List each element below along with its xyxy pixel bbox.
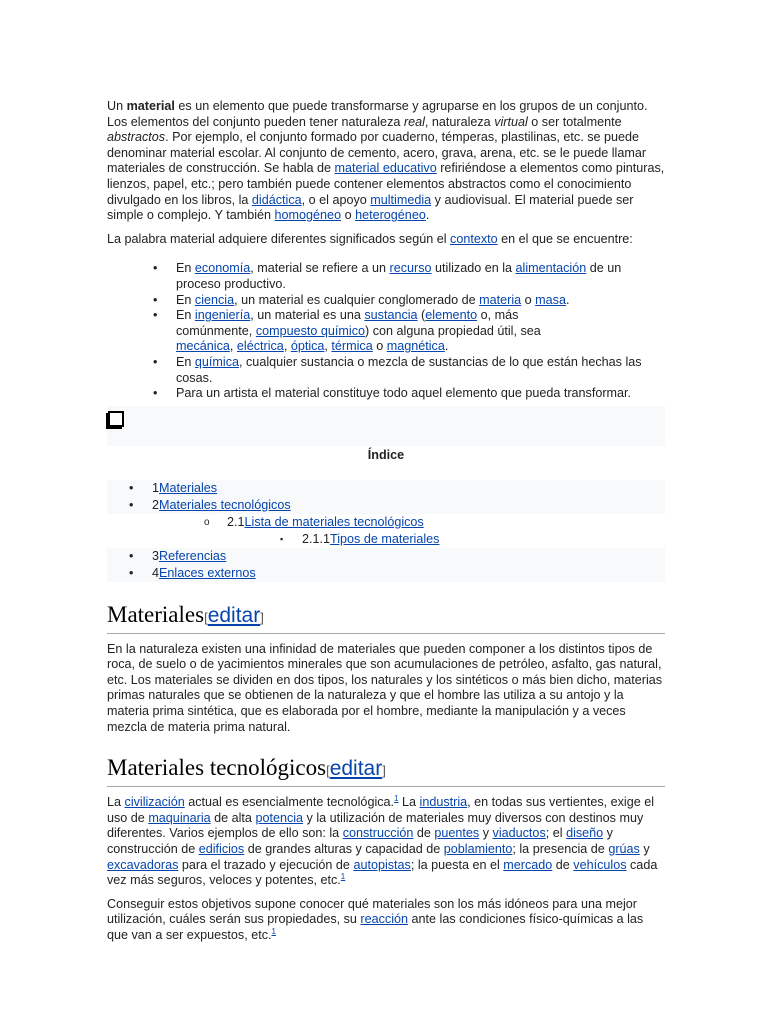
toc-title: Índice [107,446,665,480]
link-ingenieria[interactable]: ingeniería [194,308,251,323]
link-magnetica[interactable]: magnética [386,339,445,354]
section-paragraph: Conseguir estos objetivos supone conocer qué materiales son los más idóneos para una mejor utilización, cuáles serán sus propiedades, su reacción ante las condiciones físico-químicas a las que van a ser expuestos, etc.$^1$ [107,896,644,942]
toc-item: • 1Materiales [107,480,665,497]
link-puentes[interactable]: puentes [434,826,480,841]
list-item: • En química, cualquier sustancia o mezcla de sustancias de lo que están hechas las cosas. [107,355,665,386]
link-optica[interactable]: óptica [290,339,325,354]
link-mercado[interactable]: mercado [503,857,553,872]
toc-link-enlaces-externos[interactable]: Enlaces externos [159,565,256,580]
link-potencia[interactable]: potencia [255,810,304,825]
link-material-educativo[interactable]: material educativo [334,161,437,176]
link-viaductos[interactable]: viaductos [492,826,546,841]
edit-link[interactable]: editar [207,603,261,627]
edit-link[interactable]: editar [329,757,383,781]
toc-link-referencias[interactable]: Referencias [159,548,227,563]
link-edificios[interactable]: edificios [198,842,245,857]
link-reaccion[interactable]: reacción [360,912,409,927]
reference-link[interactable]: 1 [340,872,346,882]
reference-link[interactable]: 1 [271,926,276,936]
link-vehiculos[interactable]: vehículos [573,857,627,872]
toc-link-lista-materiales[interactable]: Lista de materiales tecnológicos [244,514,424,529]
toc-toggle-bar [107,406,665,446]
toc-item: ▪ 2.1.1Tipos de materiales [107,531,665,548]
toc-link-tipos-materiales[interactable]: Tipos de materiales [330,531,440,546]
toc-item: • 3Referencias [107,548,665,565]
link-autopistas[interactable]: autopistas [353,857,411,872]
link-masa[interactable]: masa [535,292,566,307]
article-body [107,99,665,952]
intro-paragraph: Un material es un elemento que puede transformarse y agruparse en los grupos de un conjunto. Los elementos del conjunto pueden tener naturaleza real, naturaleza virtual o ser totalmente abstractos. Por ejemplo, el conjunto formado por cuaderno, témperas, plastilinas, etc. se puede denominar material escolar. Al conjunto de cemento, acero, grava, arena, etc. se le puede llamar materiales de construcción. Se habla de material educativo refiriéndose a elementos como pinturas, lienzos, papel, etc.; pero también puede contener elementos abstractos como el conocimiento divulgado en los libros, la didáctica, o el apoyo multimedia y audiovisual. El material puede ser simple o complejo. Y también homogéneo o heterogéneo. [107,99,665,223]
list-item: • Para un artista el material constituye todo aquel elemento que pueda transformar. [107,386,665,402]
link-didactica[interactable]: didáctica [251,192,302,207]
link-materia[interactable]: materia [479,292,522,307]
link-civilizacion[interactable]: civilización [124,795,185,810]
section-heading-materiales: Materiales[editar] [107,602,665,634]
toc-toggle-checkbox[interactable] [108,411,124,427]
link-economia[interactable]: economía [194,261,251,276]
link-elemento[interactable]: elemento [425,308,478,323]
toc-list [107,480,665,582]
link-contexto[interactable]: contexto [450,231,498,246]
link-industria[interactable]: industria [419,795,468,810]
link-multimedia[interactable]: multimedia [370,192,432,207]
section-paragraph: En la naturaleza existen una infinidad de materiales que pueden componer a los distintos tipos de roca, de suelo o de yacimientos minerales que son acumulaciones de petróleo, asfalto, gas natural, etc. Los materiales se dividen en dos tipos, los naturales y los sintéticos o más bien dicho, materias primas naturales que se obtienen de la naturaleza y que el hombre las utiliza a su antojo y la materia prima sintética, que es elaborada por el hombre, mediante la manipulación y a veces mezcla de materia prima natural. [107,641,663,734]
link-termica[interactable]: térmica [331,339,373,354]
link-compuesto-quimico[interactable]: compuesto químico [255,323,366,338]
link-diseno[interactable]: diseño [566,826,604,841]
link-poblamiento[interactable]: poblamiento [443,842,513,857]
toc-item: • 2Materiales tecnológicos [107,497,665,514]
list-item: • En ingeniería, un material es una sustancia (elemento o, más comúnmente, compuesto químico) con alguna propiedad útil, sea mecánica, eléctrica, óptica, térmica o magnética. [107,308,665,355]
link-construccion[interactable]: construcción [342,826,414,841]
list-item: • En ciencia, un material es cualquier conglomerado de materia o masa. [107,293,665,309]
meanings-list [107,261,665,401]
link-quimica[interactable]: química [194,354,240,369]
toc-link-materiales[interactable]: Materiales [159,480,218,495]
link-mecanica[interactable]: mecánica [176,339,230,354]
reference-link[interactable]: 1 [394,794,399,804]
toc-link-materiales-tecnologicos[interactable]: Materiales tecnológicos [159,497,291,512]
link-excavadoras[interactable]: excavadoras [107,857,179,872]
list-item: • En economía, material se refiere a un recurso utilizado en la alimentación de un proceso productivo. [107,261,665,292]
link-maquinaria[interactable]: maquinaria [148,810,211,825]
toc-item: • 4Enlaces externos [107,565,665,582]
link-alimentacion[interactable]: alimentación [515,261,587,276]
meanings-paragraph: La palabra material adquiere diferentes significados según el contexto en el que se encuentre: [107,231,633,246]
link-gruas[interactable]: grúas [608,842,640,857]
link-ciencia[interactable]: ciencia [194,292,235,307]
link-sustancia[interactable]: sustancia [364,308,418,323]
link-recurso[interactable]: recurso [389,261,432,276]
section-heading-materiales-tecnologicos: Materiales tecnológicos[editar] [107,755,665,787]
section-paragraph: La civilización actual es esencialmente tecnológica.$^1$ La industria, en todas sus vertientes, exige el uso de maquinaria de alta potencia y la utilización de materiales muy diversos con destinos muy diferentes. Varios ejemplos de ello son: la construcción de puentes y viaductos; el diseño y construcción de edificios de grandes alturas y capacidad de poblamiento; la presencia de grúas y excavadoras para el trazado y ejecución de autopistas; la puesta en el mercado de vehículos cada vez más seguros, veloces y potentes, etc.$^1$ [107,794,658,888]
toc-item: o 2.1Lista de materiales tecnológicos [107,514,665,531]
link-homogeneo[interactable]: homogéneo [274,208,342,223]
link-electrica[interactable]: eléctrica [236,339,284,354]
link-heterogeneo[interactable]: heterogéneo [355,208,426,223]
